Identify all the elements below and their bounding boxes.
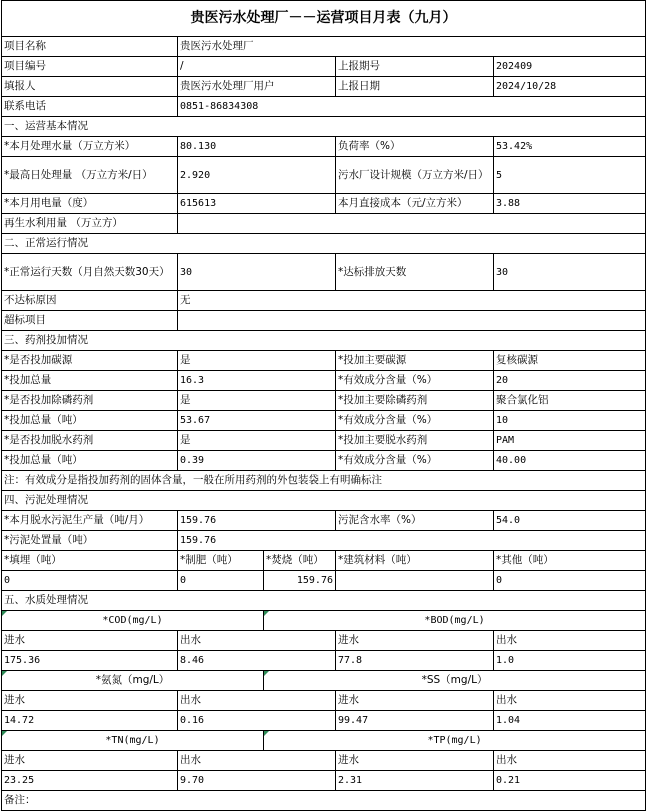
p-question: *是否投加除磷药剂 xyxy=(2,391,178,411)
p-answer[interactable]: 是 xyxy=(178,391,336,411)
std-days-label: *达标排放天数 xyxy=(336,254,494,291)
p-main-label: *投加主要除磷药剂 xyxy=(336,391,494,411)
build-value[interactable] xyxy=(336,571,494,591)
cod-out-value[interactable]: 8.46 xyxy=(178,651,336,671)
over-label: 超标项目 xyxy=(2,311,178,331)
carbon-total-value[interactable]: 16.3 xyxy=(178,371,336,391)
carbon-main-label: *投加主要碳源 xyxy=(336,351,494,371)
tp-out-label: 出水 xyxy=(494,751,646,771)
nh-in-label: 进水 xyxy=(2,691,178,711)
cod-out-label: 出水 xyxy=(178,631,336,651)
sludge-prod-value[interactable]: 159.76 xyxy=(178,511,336,531)
reuse-value[interactable] xyxy=(178,214,646,234)
tn-out-label: 出水 xyxy=(178,751,336,771)
compost-value[interactable]: 0 xyxy=(178,571,264,591)
carbon-answer[interactable]: 是 xyxy=(178,351,336,371)
section-5-header: 五、水质处理情况 xyxy=(2,591,646,611)
tn-out-value[interactable]: 9.70 xyxy=(178,771,336,791)
monthly-report-table xyxy=(1,0,646,811)
ss-out-value[interactable]: 1.04 xyxy=(494,711,646,731)
bod-header: *BOD(mg/L) xyxy=(264,611,646,631)
project-name-value[interactable]: 贵医污水处理厂 xyxy=(178,37,646,57)
design-value[interactable]: 5 xyxy=(494,157,646,194)
dw-answer[interactable]: 是 xyxy=(178,431,336,451)
p-total-label: *投加总量（吨） xyxy=(2,411,178,431)
load-label: 负荷率（%） xyxy=(336,137,494,157)
ss-out-label: 出水 xyxy=(494,691,646,711)
filler-label: 填报人 xyxy=(2,77,178,97)
carbon-question: *是否投加碳源 xyxy=(2,351,178,371)
dw-main-value[interactable]: PAM xyxy=(494,431,646,451)
carbon-main-value[interactable]: 复核碳源 xyxy=(494,351,646,371)
water-label: *本月处理水量（万立方米） xyxy=(2,137,178,157)
nh-header: *氨氮（mg/L） xyxy=(2,671,264,691)
tp-out-value[interactable]: 0.21 xyxy=(494,771,646,791)
section-3-header: 三、药剂投加情况 xyxy=(2,331,646,351)
p-eff-label: *有效成分含量（%） xyxy=(336,411,494,431)
ss-header: *SS（mg/L） xyxy=(264,671,646,691)
sludge-disp-label: *污泥处置量（吨） xyxy=(2,531,178,551)
burn-value[interactable]: 159.76 xyxy=(264,571,336,591)
dw-eff-label: *有效成分含量（%） xyxy=(336,451,494,471)
phone-value[interactable]: 0851-86834308 xyxy=(178,97,646,117)
other-value[interactable]: 0 xyxy=(494,571,646,591)
report-date-value[interactable]: 2024/10/28 xyxy=(494,77,646,97)
days-value[interactable]: 30 xyxy=(178,254,336,291)
project-no-value[interactable]: / xyxy=(178,57,336,77)
bod-out-label: 出水 xyxy=(494,631,646,651)
tp-header: *TP(mg/L) xyxy=(264,731,646,751)
report-title: 贵医污水处理厂－－运营项目月表（九月） xyxy=(2,1,646,37)
nh-out-value[interactable]: 0.16 xyxy=(178,711,336,731)
carbon-eff-value[interactable]: 20 xyxy=(494,371,646,391)
other-label: *其他（吨） xyxy=(494,551,646,571)
carbon-eff-label: *有效成分含量（%） xyxy=(336,371,494,391)
design-label: 污水厂设计规模（万立方米/日） xyxy=(336,157,494,194)
nh-out-label: 出水 xyxy=(178,691,336,711)
reason-label: 不达标原因 xyxy=(2,291,178,311)
max-label: *最高日处理量 （万立方米/日） xyxy=(2,157,178,194)
p-total-value[interactable]: 53.67 xyxy=(178,411,336,431)
water-value[interactable]: 80.130 xyxy=(178,137,336,157)
nh-in-value[interactable]: 14.72 xyxy=(2,711,178,731)
landfill-label: *填埋（吨） xyxy=(2,551,178,571)
dw-question: *是否投加脱水药剂 xyxy=(2,431,178,451)
period-label: 上报期号 xyxy=(336,57,494,77)
filler-value[interactable]: 贵医污水处理厂用户 xyxy=(178,77,336,97)
section-4-header: 四、污泥处理情况 xyxy=(2,491,646,511)
section-1-header: 一、运营基本情况 xyxy=(2,117,646,137)
section-2-header: 二、正常运行情况 xyxy=(2,234,646,254)
cost-value[interactable]: 3.88 xyxy=(494,194,646,214)
load-value[interactable]: 53.42% xyxy=(494,137,646,157)
ss-in-label: 进水 xyxy=(336,691,494,711)
max-value[interactable]: 2.920 xyxy=(178,157,336,194)
std-days-value[interactable]: 30 xyxy=(494,254,646,291)
report-date-label: 上报日期 xyxy=(336,77,494,97)
compost-label: *制肥（吨） xyxy=(178,551,264,571)
cod-header: *COD(mg/L) xyxy=(2,611,264,631)
sludge-moist-label: 污泥含水率（%） xyxy=(336,511,494,531)
landfill-value[interactable]: 0 xyxy=(2,571,178,591)
dw-main-label: *投加主要脱水药剂 xyxy=(336,431,494,451)
sludge-prod-label: *本月脱水污泥生产量（吨/月） xyxy=(2,511,178,531)
over-value[interactable] xyxy=(178,311,646,331)
tn-header: *TN(mg/L) xyxy=(2,731,264,751)
build-label: *建筑材料（吨） xyxy=(336,551,494,571)
reuse-label: 再生水利用量 （万立方） xyxy=(2,214,178,234)
reagent-note: 注：有效成分是指投加药剂的固体含量，一般在所用药剂的外包装袋上有明确标注 xyxy=(2,471,646,491)
tp-in-value[interactable]: 2.31 xyxy=(336,771,494,791)
tp-in-label: 进水 xyxy=(336,751,494,771)
reason-value[interactable]: 无 xyxy=(178,291,646,311)
dw-total-label: *投加总量（吨） xyxy=(2,451,178,471)
cod-in-value[interactable]: 175.36 xyxy=(2,651,178,671)
bod-out-value[interactable]: 1.0 xyxy=(494,651,646,671)
remark-label[interactable]: 备注： xyxy=(2,791,646,811)
sludge-moist-value[interactable]: 54.0 xyxy=(494,511,646,531)
power-label: *本月用电量（度） xyxy=(2,194,178,214)
p-main-value[interactable]: 聚合氯化铝 xyxy=(494,391,646,411)
tn-in-label: 进水 xyxy=(2,751,178,771)
p-eff-value[interactable]: 10 xyxy=(494,411,646,431)
carbon-total-label: *投加总量 xyxy=(2,371,178,391)
power-value[interactable]: 615613 xyxy=(178,194,336,214)
project-no-label: 项目编号 xyxy=(2,57,178,77)
project-name-label: 项目名称 xyxy=(2,37,178,57)
phone-label: 联系电话 xyxy=(2,97,178,117)
dw-total-value[interactable]: 0.39 xyxy=(178,451,336,471)
period-value[interactable]: 202409 xyxy=(494,57,646,77)
tn-in-value[interactable]: 23.25 xyxy=(2,771,178,791)
ss-in-value[interactable]: 99.47 xyxy=(336,711,494,731)
dw-eff-value[interactable]: 40.00 xyxy=(494,451,646,471)
burn-label: *焚烧（吨） xyxy=(264,551,336,571)
bod-in-label: 进水 xyxy=(336,631,494,651)
bod-in-value[interactable]: 77.8 xyxy=(336,651,494,671)
sludge-disp-value[interactable]: 159.76 xyxy=(178,531,646,551)
days-label: *正常运行天数（月自然天数30天） xyxy=(2,254,178,291)
cod-in-label: 进水 xyxy=(2,631,178,651)
cost-label: 本月直接成本（元/立方米） xyxy=(336,194,494,214)
